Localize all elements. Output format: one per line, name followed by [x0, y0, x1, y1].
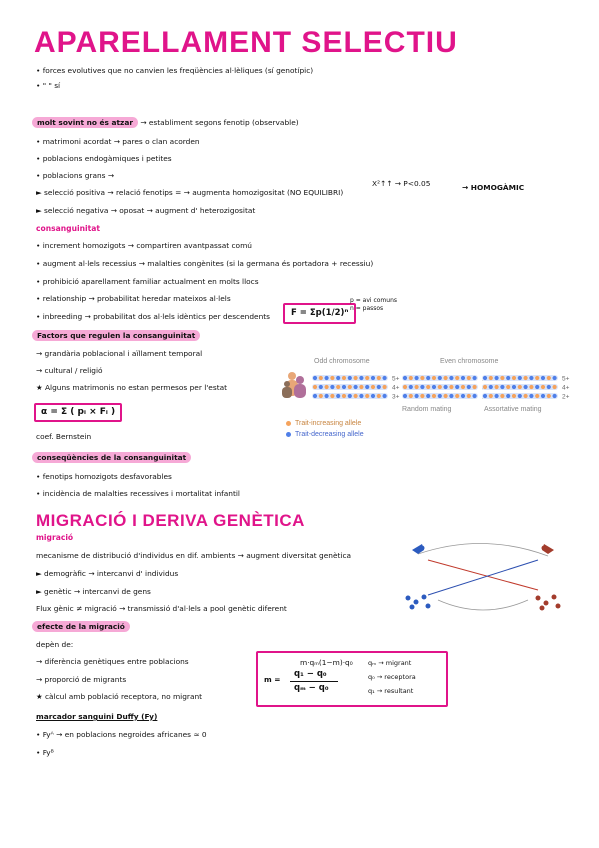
allele-dot: [553, 385, 557, 389]
allele-dot: [426, 394, 430, 398]
intro-line-2: • " " sí: [36, 81, 61, 90]
allele-score: 5+: [392, 375, 400, 383]
allele-dot: [500, 385, 504, 389]
allele-dot: [489, 394, 493, 398]
inbreeding-formula-box: F = Σp(1/2)ⁿ: [283, 303, 356, 324]
allele-dot: [438, 376, 442, 380]
factors-line-1: → grandària poblacional i aïllament temporal: [36, 349, 203, 358]
even-chromosome-label: Even chromosome: [440, 358, 499, 365]
allele-dot: [467, 394, 471, 398]
allele-dot: [495, 385, 499, 389]
allele-dot: [461, 376, 465, 380]
s1-line-4: ► selecció positiva → relació fenotips = → augmenta homozigositat (NO EQUILIBRI): [36, 188, 344, 197]
efecte-header: [32, 622, 130, 631]
allele-dot: [415, 394, 419, 398]
allele-dot: [467, 376, 471, 380]
allele-dot: [512, 385, 516, 389]
allele-dot: [495, 394, 499, 398]
consanguinitat-header: consanguinitat: [36, 224, 101, 233]
migration-title: MIGRACIÓ I DERIVA GENÈTICA: [36, 511, 305, 530]
allele-dot: [426, 376, 430, 380]
migration-formula-box: [256, 651, 448, 707]
consang-line-5: • inbreeding → probabilitat dos al·lels idèntics per descendents: [36, 312, 271, 321]
allele-dot: [365, 385, 369, 389]
fraction-bar: [290, 681, 338, 682]
migration-arrows: [398, 540, 568, 615]
allele-dot: [535, 385, 539, 389]
allele-dot: [449, 385, 453, 389]
allele-dot: [377, 394, 381, 398]
allele-dot: [524, 394, 528, 398]
allele-dot: [354, 394, 358, 398]
chi-square-note: X²↑↑ → P<0.05: [372, 179, 431, 188]
bernstein-label: coef. Bernstein: [36, 432, 92, 441]
allele-dot: [506, 376, 510, 380]
random-mating-label: Random mating: [402, 406, 452, 413]
s1-line-5: ► selecció negativa → oposat → augment d' heterozigositat: [36, 206, 256, 215]
allele-dot: [455, 394, 459, 398]
allele-dot: [547, 376, 551, 380]
allele-dot: [455, 385, 459, 389]
allele-dot: [420, 376, 424, 380]
allele-dot: [444, 394, 448, 398]
red-flock-icon: [536, 595, 561, 611]
formula-legend-p: p = avi comuns: [350, 297, 397, 304]
allele-dot: [354, 376, 358, 380]
allele-dot: [518, 376, 522, 380]
people-icon: [282, 372, 306, 398]
allele-dot: [330, 394, 334, 398]
allele-dot: [438, 385, 442, 389]
red-bird-icon: [542, 544, 555, 554]
consang-line-3: • prohibició aparellament familiar actualment en molts llocs: [36, 277, 259, 286]
allele-dot: [348, 385, 352, 389]
factors-line-3: ★ Alguns matrimonis no estan permesos per l'estat: [36, 383, 228, 392]
allele-dot: [432, 376, 436, 380]
allele-dot: [371, 394, 375, 398]
intro-line-1: • forces evolutives que no canvien les freqüències al·lèliques (sí genotípic): [36, 66, 314, 75]
allele-dot: [313, 385, 317, 389]
allele-dot: [473, 385, 477, 389]
allele-dot: [348, 394, 352, 398]
allele-dot: [500, 394, 504, 398]
allele-dot: [426, 385, 430, 389]
consang-line-4: • relationship → probabilitat heredar mateixos al·lels: [36, 294, 231, 303]
formula-top: m·qₘ(1−m)·q₀: [300, 658, 353, 667]
conseq-header: [32, 453, 191, 462]
allele-dot: [553, 394, 557, 398]
allele-dot: [529, 385, 533, 389]
allele-dot: [342, 394, 346, 398]
allele-dot: [473, 394, 477, 398]
legend-qm: qₘ → migrant: [368, 659, 412, 667]
allele-dot: [383, 385, 387, 389]
allele-dot: [506, 394, 510, 398]
s1-line-1: • matrimoni acordat → pares o clan acorden: [36, 137, 200, 146]
consang-line-1: • increment homozigots → compartiren avantpassat comú: [36, 241, 252, 250]
allele-dot: [383, 376, 387, 380]
efecte-line-2: → diferència genètiques entre poblacions: [36, 657, 189, 666]
allele-score: 2+: [562, 393, 570, 401]
section-header-atzar: [32, 118, 299, 127]
allele-dot: [518, 394, 522, 398]
allele-dot: [444, 385, 448, 389]
migr-line-1: mecanisme de distribució d'individus en dif. ambients → augment diversitat genètica: [36, 551, 352, 560]
fy-line-b: • Fyᴮ: [36, 748, 54, 757]
allele-dot: [553, 376, 557, 380]
allele-dot: [489, 385, 493, 389]
homogamic-label: → HOMOGÀMIC: [462, 183, 525, 192]
allele-dot: [371, 385, 375, 389]
allele-dot: [365, 394, 369, 398]
efecte-line-1: depèn de:: [36, 640, 74, 649]
allele-dot: [461, 385, 465, 389]
allele-score: 3+: [392, 393, 400, 401]
allele-dot: [359, 385, 363, 389]
efecte-line-3: → proporció de migrants: [36, 675, 127, 684]
allele-dot: [467, 385, 471, 389]
page-title: APARELLAMENT SELECTIU: [34, 26, 458, 59]
allele-dot: [483, 385, 487, 389]
assortative-chromosome-group: [482, 375, 570, 401]
conseq-line-2: • incidència de malalties recessives i mortalitat infantil: [36, 489, 240, 498]
allele-dot: [529, 376, 533, 380]
allele-dot: [359, 394, 363, 398]
legend-decreasing: Trait-decreasing allele: [286, 431, 364, 438]
decreasing-dot: [286, 432, 291, 437]
increasing-dot: [286, 421, 291, 426]
allele-dot: [409, 385, 413, 389]
allele-dot: [489, 376, 493, 380]
allele-dot: [500, 376, 504, 380]
allele-dot: [330, 385, 334, 389]
legend-increasing: Trait-increasing allele: [286, 420, 361, 427]
allele-dot: [473, 376, 477, 380]
allele-dot: [409, 376, 413, 380]
allele-dot: [325, 376, 329, 380]
s1-line-2: • poblacions endogàmiques i petites: [36, 154, 172, 163]
allele-dot: [415, 376, 419, 380]
allele-dot: [336, 394, 340, 398]
allele-dot: [342, 385, 346, 389]
migr-line-4: Flux gènic ≠ migració → transmissió d'al·lels a pool genètic diferent: [36, 604, 287, 613]
allele-dot: [403, 376, 407, 380]
allele-dot: [524, 376, 528, 380]
allele-dot: [377, 376, 381, 380]
allele-dot: [432, 385, 436, 389]
blue-flock-icon: [406, 595, 431, 610]
odd-chromosome-label: Odd chromosome: [314, 358, 370, 365]
legend-q0: q₀ → receptora: [368, 673, 416, 681]
allele-dot: [336, 376, 340, 380]
assortative-mating-figure: [282, 356, 572, 446]
allele-dot: [403, 385, 407, 389]
allele-dot: [449, 394, 453, 398]
allele-dot: [359, 376, 363, 380]
duffy-marker-label: marcador sanguini Duffy (Fy): [36, 712, 158, 721]
allele-dot: [420, 385, 424, 389]
allele-dot: [348, 376, 352, 380]
factors-header: [32, 331, 200, 340]
allele-dot: [330, 376, 334, 380]
allele-dot: [529, 394, 533, 398]
allele-dot: [483, 376, 487, 380]
allele-dot: [319, 385, 323, 389]
migracio-header: migració: [36, 533, 74, 542]
odd-chromosome-group: [312, 375, 400, 401]
allele-dot: [377, 385, 381, 389]
assortative-mating-label: Assortative mating: [484, 406, 542, 413]
legend-q1: q₁ → resultant: [368, 687, 414, 695]
allele-dot: [319, 376, 323, 380]
allele-dot: [541, 376, 545, 380]
bird-migration-illustration: [398, 540, 568, 615]
formula-numerator: q₁ − q₀: [294, 669, 327, 679]
allele-dot: [325, 385, 329, 389]
allele-dot: [313, 394, 317, 398]
migr-line-3: ► genètic → intercanvi de gens: [36, 587, 151, 596]
allele-dot: [541, 385, 545, 389]
efecte-line-4: ★ càlcul amb població receptora, no migrant: [36, 692, 203, 701]
allele-dot: [541, 394, 545, 398]
allele-dot: [535, 376, 539, 380]
allele-dot: [506, 385, 510, 389]
allele-dot: [512, 376, 516, 380]
highlight-label: Factors que regulen la consanguinitat: [32, 330, 200, 341]
allele-dot: [512, 394, 516, 398]
allele-score: 5+: [562, 375, 570, 383]
allele-dot: [319, 394, 323, 398]
formula-m: m =: [264, 675, 281, 684]
bernstein-formula-box: α = Σ ( pᵢ × Fᵢ ): [34, 403, 122, 422]
migr-line-2: ► demogràfic → intercanvi d' individus: [36, 569, 179, 578]
allele-dot: [518, 385, 522, 389]
allele-dot: [432, 394, 436, 398]
highlight-label: molt sovint no és atzar: [32, 117, 138, 128]
allele-dot: [535, 394, 539, 398]
highlight-label: conseqüències de la consanguinitat: [32, 452, 191, 463]
allele-dot: [354, 385, 358, 389]
allele-score: 4+: [562, 384, 570, 392]
allele-dot: [336, 385, 340, 389]
s1-line-3: • poblacions grans →: [36, 171, 115, 180]
allele-dot: [342, 376, 346, 380]
allele-dot: [449, 376, 453, 380]
factors-line-2: → cultural / religió: [36, 366, 103, 375]
allele-dot: [547, 394, 551, 398]
conseq-line-1: • fenotips homozigots desfavorables: [36, 472, 172, 481]
allele-dot: [383, 394, 387, 398]
allele-dot: [495, 376, 499, 380]
allele-dot: [444, 376, 448, 380]
allele-dot: [524, 385, 528, 389]
allele-dot: [483, 394, 487, 398]
section-header-rest: → establiment segons fenotip (observable): [140, 118, 299, 127]
formula-legend-n: n = passos: [350, 305, 384, 312]
allele-dot: [403, 394, 407, 398]
fy-line-a: • Fyᴬ → en poblacions negroides africanes ≃ 0: [36, 730, 207, 739]
allele-dot: [371, 376, 375, 380]
allele-dot: [415, 385, 419, 389]
allele-dot: [455, 376, 459, 380]
consang-line-2: • augment al·lels recessius → malalties congènites (si la germana és portadora + recessiu): [36, 259, 374, 268]
allele-dot: [365, 376, 369, 380]
allele-dot: [420, 394, 424, 398]
allele-dot: [325, 394, 329, 398]
allele-dot: [438, 394, 442, 398]
allele-score: 4+: [392, 384, 400, 392]
allele-dot: [547, 385, 551, 389]
allele-dot: [313, 376, 317, 380]
allele-dot: [409, 394, 413, 398]
highlight-label: efecte de la migració: [32, 621, 130, 632]
formula-denominator: qₘ − q₀: [294, 683, 329, 693]
allele-dot: [461, 394, 465, 398]
random-chromosome-group: [402, 375, 490, 401]
